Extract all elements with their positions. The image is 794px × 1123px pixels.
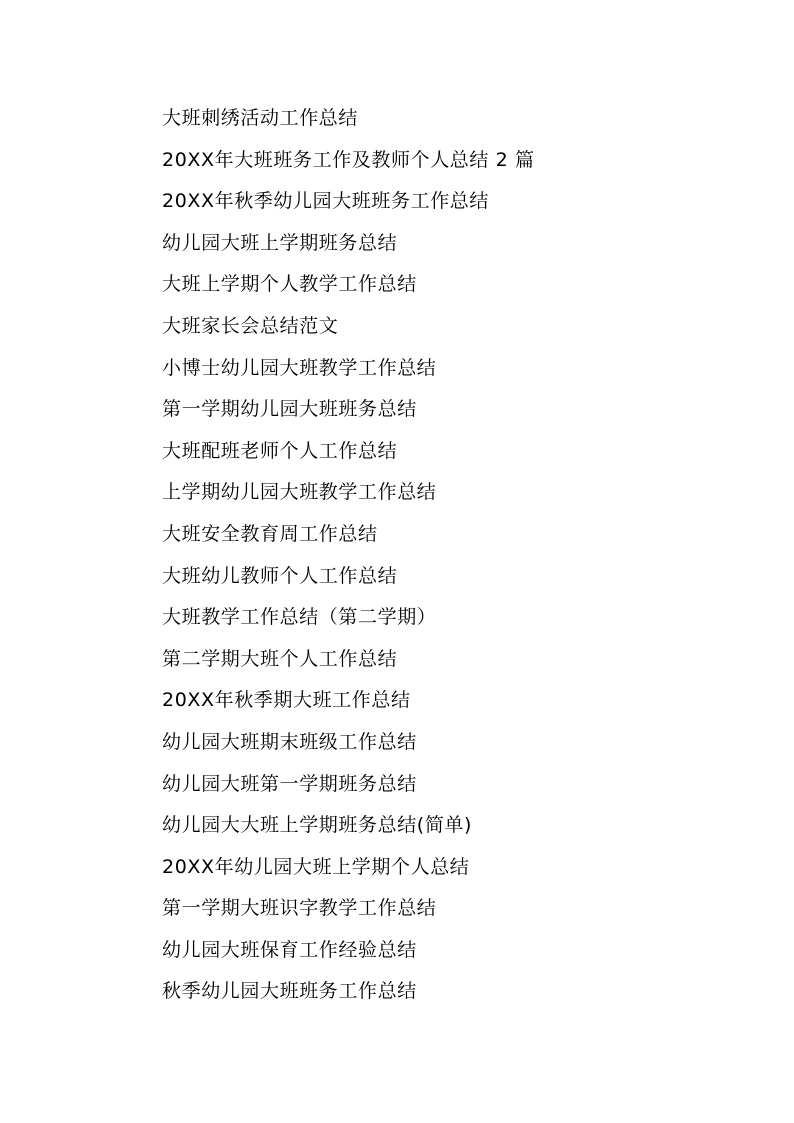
- document-title-list: [162, 101, 535, 1016]
- list-item: 20XX年幼儿园大班上学期个人总结: [162, 855, 470, 878]
- list-item: 幼儿园大大班上学期班务总结(简单): [162, 814, 473, 837]
- list-item: 大班配班老师个人工作总结: [162, 439, 398, 462]
- list-item: 大班上学期个人教学工作总结: [162, 273, 417, 296]
- list-item: 秋季幼儿园大班班务工作总结: [162, 980, 417, 1003]
- list-item: 大班安全教育周工作总结: [162, 522, 378, 545]
- list-item: 第一学期大班识字教学工作总结: [162, 897, 437, 920]
- list-item: 幼儿园大班保育工作经验总结: [162, 938, 417, 961]
- list-item: 幼儿园大班上学期班务总结: [162, 231, 398, 254]
- list-item: 20XX年大班班务工作及教师个人总结 2 篇: [162, 148, 535, 171]
- list-item: 第二学期大班个人工作总结: [162, 647, 398, 670]
- list-item: 第一学期幼儿园大班班务总结: [162, 398, 417, 421]
- list-item: 大班家长会总结范文: [162, 314, 339, 337]
- list-item: 幼儿园大班第一学期班务总结: [162, 772, 417, 795]
- list-item: 上学期幼儿园大班教学工作总结: [162, 481, 437, 504]
- list-item: 大班幼儿教师个人工作总结: [162, 564, 398, 587]
- list-item: 20XX年秋季期大班工作总结: [162, 689, 411, 712]
- list-item: 幼儿园大班期末班级工作总结: [162, 730, 417, 753]
- list-item: 大班刺绣活动工作总结: [162, 107, 359, 129]
- list-item: 大班教学工作总结（第二学期）: [162, 606, 437, 629]
- list-item: 20XX年秋季幼儿园大班班务工作总结: [162, 190, 490, 213]
- list-item: 小博士幼儿园大班教学工作总结: [162, 356, 437, 379]
